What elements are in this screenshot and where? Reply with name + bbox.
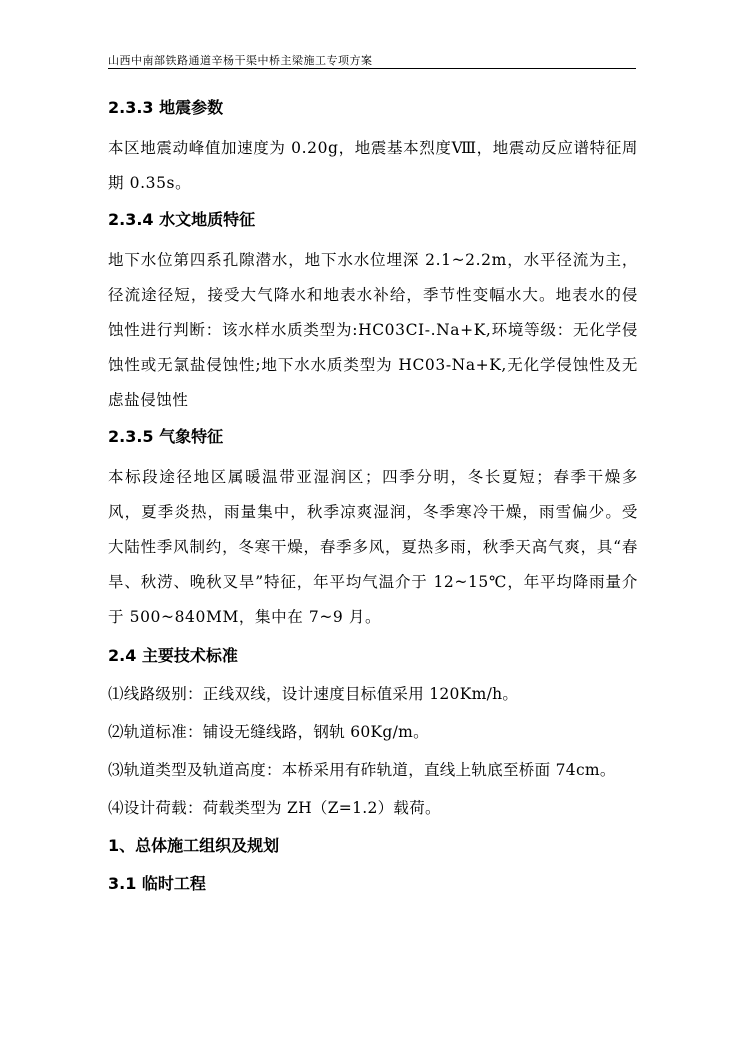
heading-overall-organization: 1、总体施工组织及规划 [108, 836, 280, 855]
page-header-title: 山西中南部铁路通道辛杨干渠中桥主梁施工专项方案 [108, 54, 373, 67]
heading-hydrogeology: 2.3.4 水文地质特征 [108, 210, 256, 229]
heading-technical-standards: 2.4 主要技术标准 [108, 646, 238, 665]
standard-item-track-type: ⑶轨道类型及轨道高度：本桥采用有砟轨道，直线上轨底至桥面 74cm。 [108, 761, 616, 779]
standard-item-design-load: ⑷设计荷载：荷载类型为 ZH（Z=1.2）载荷。 [108, 799, 441, 817]
heading-temporary-works: 3.1 临时工程 [108, 874, 206, 893]
paragraph-hydrogeology: 地下水位第四系孔隙潜水，地下水水位埋深 2.1~2.2m，水平径流为主，径流途径短，接受大气降水和地表水补给，季节性变幅水大。地表水的侵蚀性进行判断：该水样水质类型为:HC03CI-.Na+K,环境等级：无化学侵蚀性或无氯盐侵蚀性;地下水水质类型为 HC03-Na+K,无化学侵蚀性及无虑盐侵蚀性 [108, 251, 638, 409]
heading-climate: 2.3.5 气象特征 [108, 427, 224, 446]
standard-item-line-level: ⑴线路级别：正线双线，设计速度目标值采用 120Km/h。 [108, 685, 519, 703]
document-body [108, 96, 638, 896]
heading-seismic-parameters: 2.3.3 地震参数 [108, 98, 224, 117]
standard-item-track-standard: ⑵轨道标准：铺设无缝线路，钢轨 60Kg/m。 [108, 723, 429, 741]
paragraph-climate: 本标段途径地区属暖温带亚湿润区；四季分明，冬长夏短；春季干燥多风，夏季炎热，雨量集中，秋季凉爽湿润，冬季寒冷干燥，雨雪偏少。受大陆性季风制约，冬寒干燥，春季多风，夏热多雨，秋季天高气爽，具“春旱、秋涝、晚秋叉旱”特征，年平均气温介于 12~15℃，年平均降雨量介于 500~840MM，集中在 7~9 月。 [108, 468, 638, 626]
paragraph-seismic-parameters: 本区地震动峰值加速度为 0.20g，地震基本烈度Ⅷ，地震动反应谱特征周期 0.35s。 [108, 139, 638, 192]
header-divider [108, 68, 636, 69]
